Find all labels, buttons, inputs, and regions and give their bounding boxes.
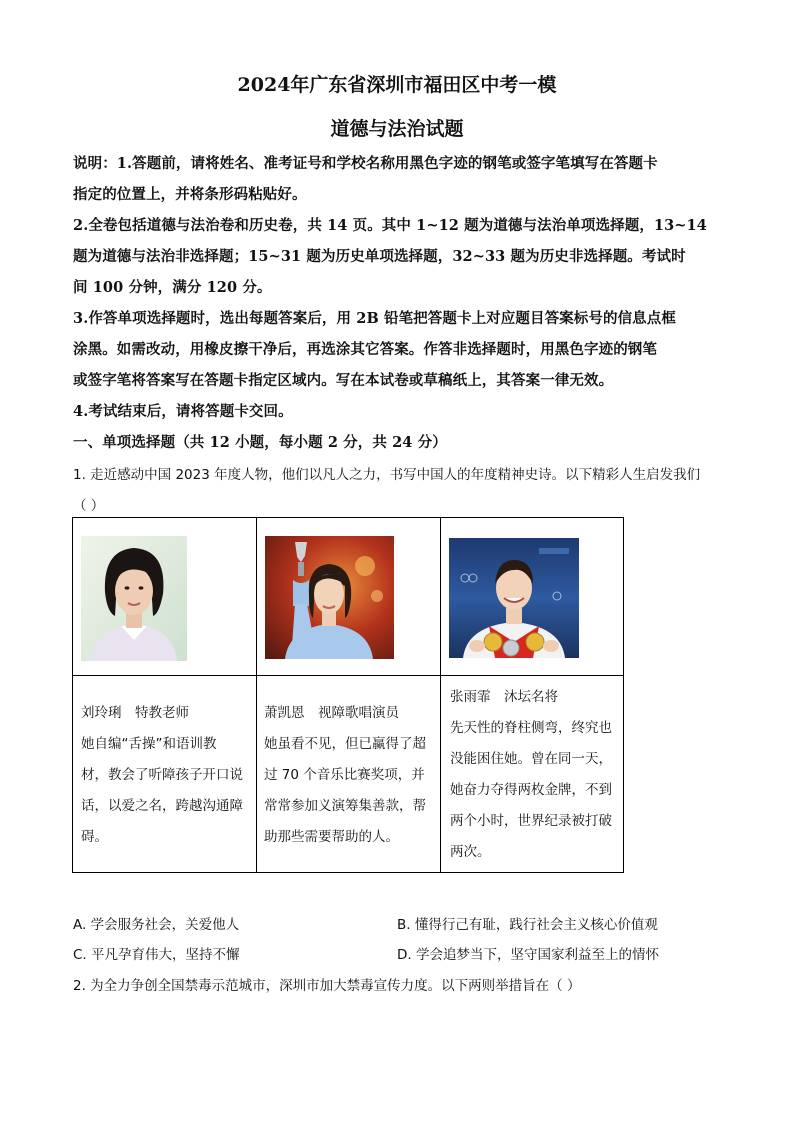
person-1-text-line: 材，教会了听障孩子开口说 xyxy=(81,767,243,783)
instruction-line: 说明：1.答题前，请将姓名、准考证号和学校名称用黑色字迹的钢笔或签字笔填写在答题卡 xyxy=(73,155,658,172)
person-3-description xyxy=(450,682,612,868)
page-subtitle: 道德与法治试题 xyxy=(330,118,464,140)
person-2-text-line: 助那些需要帮助的人。 xyxy=(264,829,399,845)
person-1-text-line: 话，以爱之名，跨越沟通障 xyxy=(81,798,243,814)
page-title: 2024年广东省深圳市福田区中考一模 xyxy=(237,74,557,96)
person-1-name-role: 刘玲琍 特教老师 xyxy=(81,705,189,721)
instruction-line: 或签字笔将答案写在答题卡指定区域内。写在本试卷或草稿纸上，其答案一律无效。 xyxy=(73,372,614,389)
option-a: A. 学会服务社会，关爱他人 xyxy=(73,917,240,933)
person-2-text-line: 她虽看不见，但已赢得了超 xyxy=(264,736,426,752)
portrait-photo-1 xyxy=(81,536,187,661)
person-1-description xyxy=(81,698,243,853)
person-3-text-line: 先天性的脊柱侧弯，终究也 xyxy=(450,720,612,736)
option-c: C. 平凡孕育伟大，坚持不懈 xyxy=(73,947,240,963)
portrait-photo-3 xyxy=(449,538,579,658)
question-1-stem: 1. 走近感动中国 2023 年度人物，他们以凡人之力，书写中国人的年度精神史诗。以下精彩人生启发我们 xyxy=(73,467,701,483)
person-3-text-line: 两次。 xyxy=(450,844,491,860)
person-3-name-role: 张雨霏 沐坛名将 xyxy=(450,689,558,705)
person-3-text-line: 没能困住她。曾在同一天， xyxy=(450,751,612,767)
people-table xyxy=(72,517,624,873)
question-1-blank: （ ） xyxy=(73,498,105,514)
instruction-line: 2.全卷包括道德与法治卷和历史卷，共 14 页。其中 1~12 题为道德与法治单项选择题，13~14 xyxy=(73,217,707,234)
portrait-photo-2 xyxy=(265,536,394,659)
option-b: B. 懂得行己有耻，践行社会主义核心价值观 xyxy=(397,917,658,933)
person-2-text-line: 常常参加义演筹集善款，帮 xyxy=(264,798,426,814)
instruction-line: 涂黑。如需改动，用橡皮擦干净后，再选涂其它答案。作答非选择题时，用黑色字迹的钢笔 xyxy=(73,341,657,358)
section-heading: 一、单项选择题（共 12 小题，每小题 2 分，共 24 分） xyxy=(73,434,447,451)
person-1-text-line: 碍。 xyxy=(81,829,108,845)
person-1-text-line: 她自编“舌操”和语训教 xyxy=(81,736,217,752)
table-divider xyxy=(440,518,441,872)
table-divider xyxy=(73,675,623,676)
question-2-stem: 2. 为全力争创全国禁毒示范城市，深圳市加大禁毒宣传力度。以下两则举措旨在（ ） xyxy=(73,978,581,994)
instruction-line: 指定的位置上，并将条形码粘贴好。 xyxy=(73,186,307,203)
instruction-line: 3.作答单项选择题时，选出每题答案后，用 2B 铅笔把答题卡上对应题目答案标号的信息点框 xyxy=(73,310,676,327)
person-2-description xyxy=(264,698,426,853)
option-d: D. 学会追梦当下，坚守国家利益至上的情怀 xyxy=(397,947,659,963)
person-2-text-line: 过 70 个音乐比赛奖项，并 xyxy=(264,767,425,783)
instruction-line: 题为道德与法治非选择题；15~31 题为历史单项选择题，32~33 题为历史非选择题。考试时 xyxy=(73,248,686,265)
person-2-name-role: 萧凯恩 视障歌唱演员 xyxy=(264,705,399,721)
instruction-line: 间 100 分钟，满分 120 分。 xyxy=(73,279,272,296)
person-3-text-line: 她奋力夺得两枚金牌，不到 xyxy=(450,782,612,798)
person-3-text-line: 两个小时，世界纪录被打破 xyxy=(450,813,612,829)
instruction-line: 4.考试结束后，请将答题卡交回。 xyxy=(73,403,293,420)
table-divider xyxy=(256,518,257,872)
